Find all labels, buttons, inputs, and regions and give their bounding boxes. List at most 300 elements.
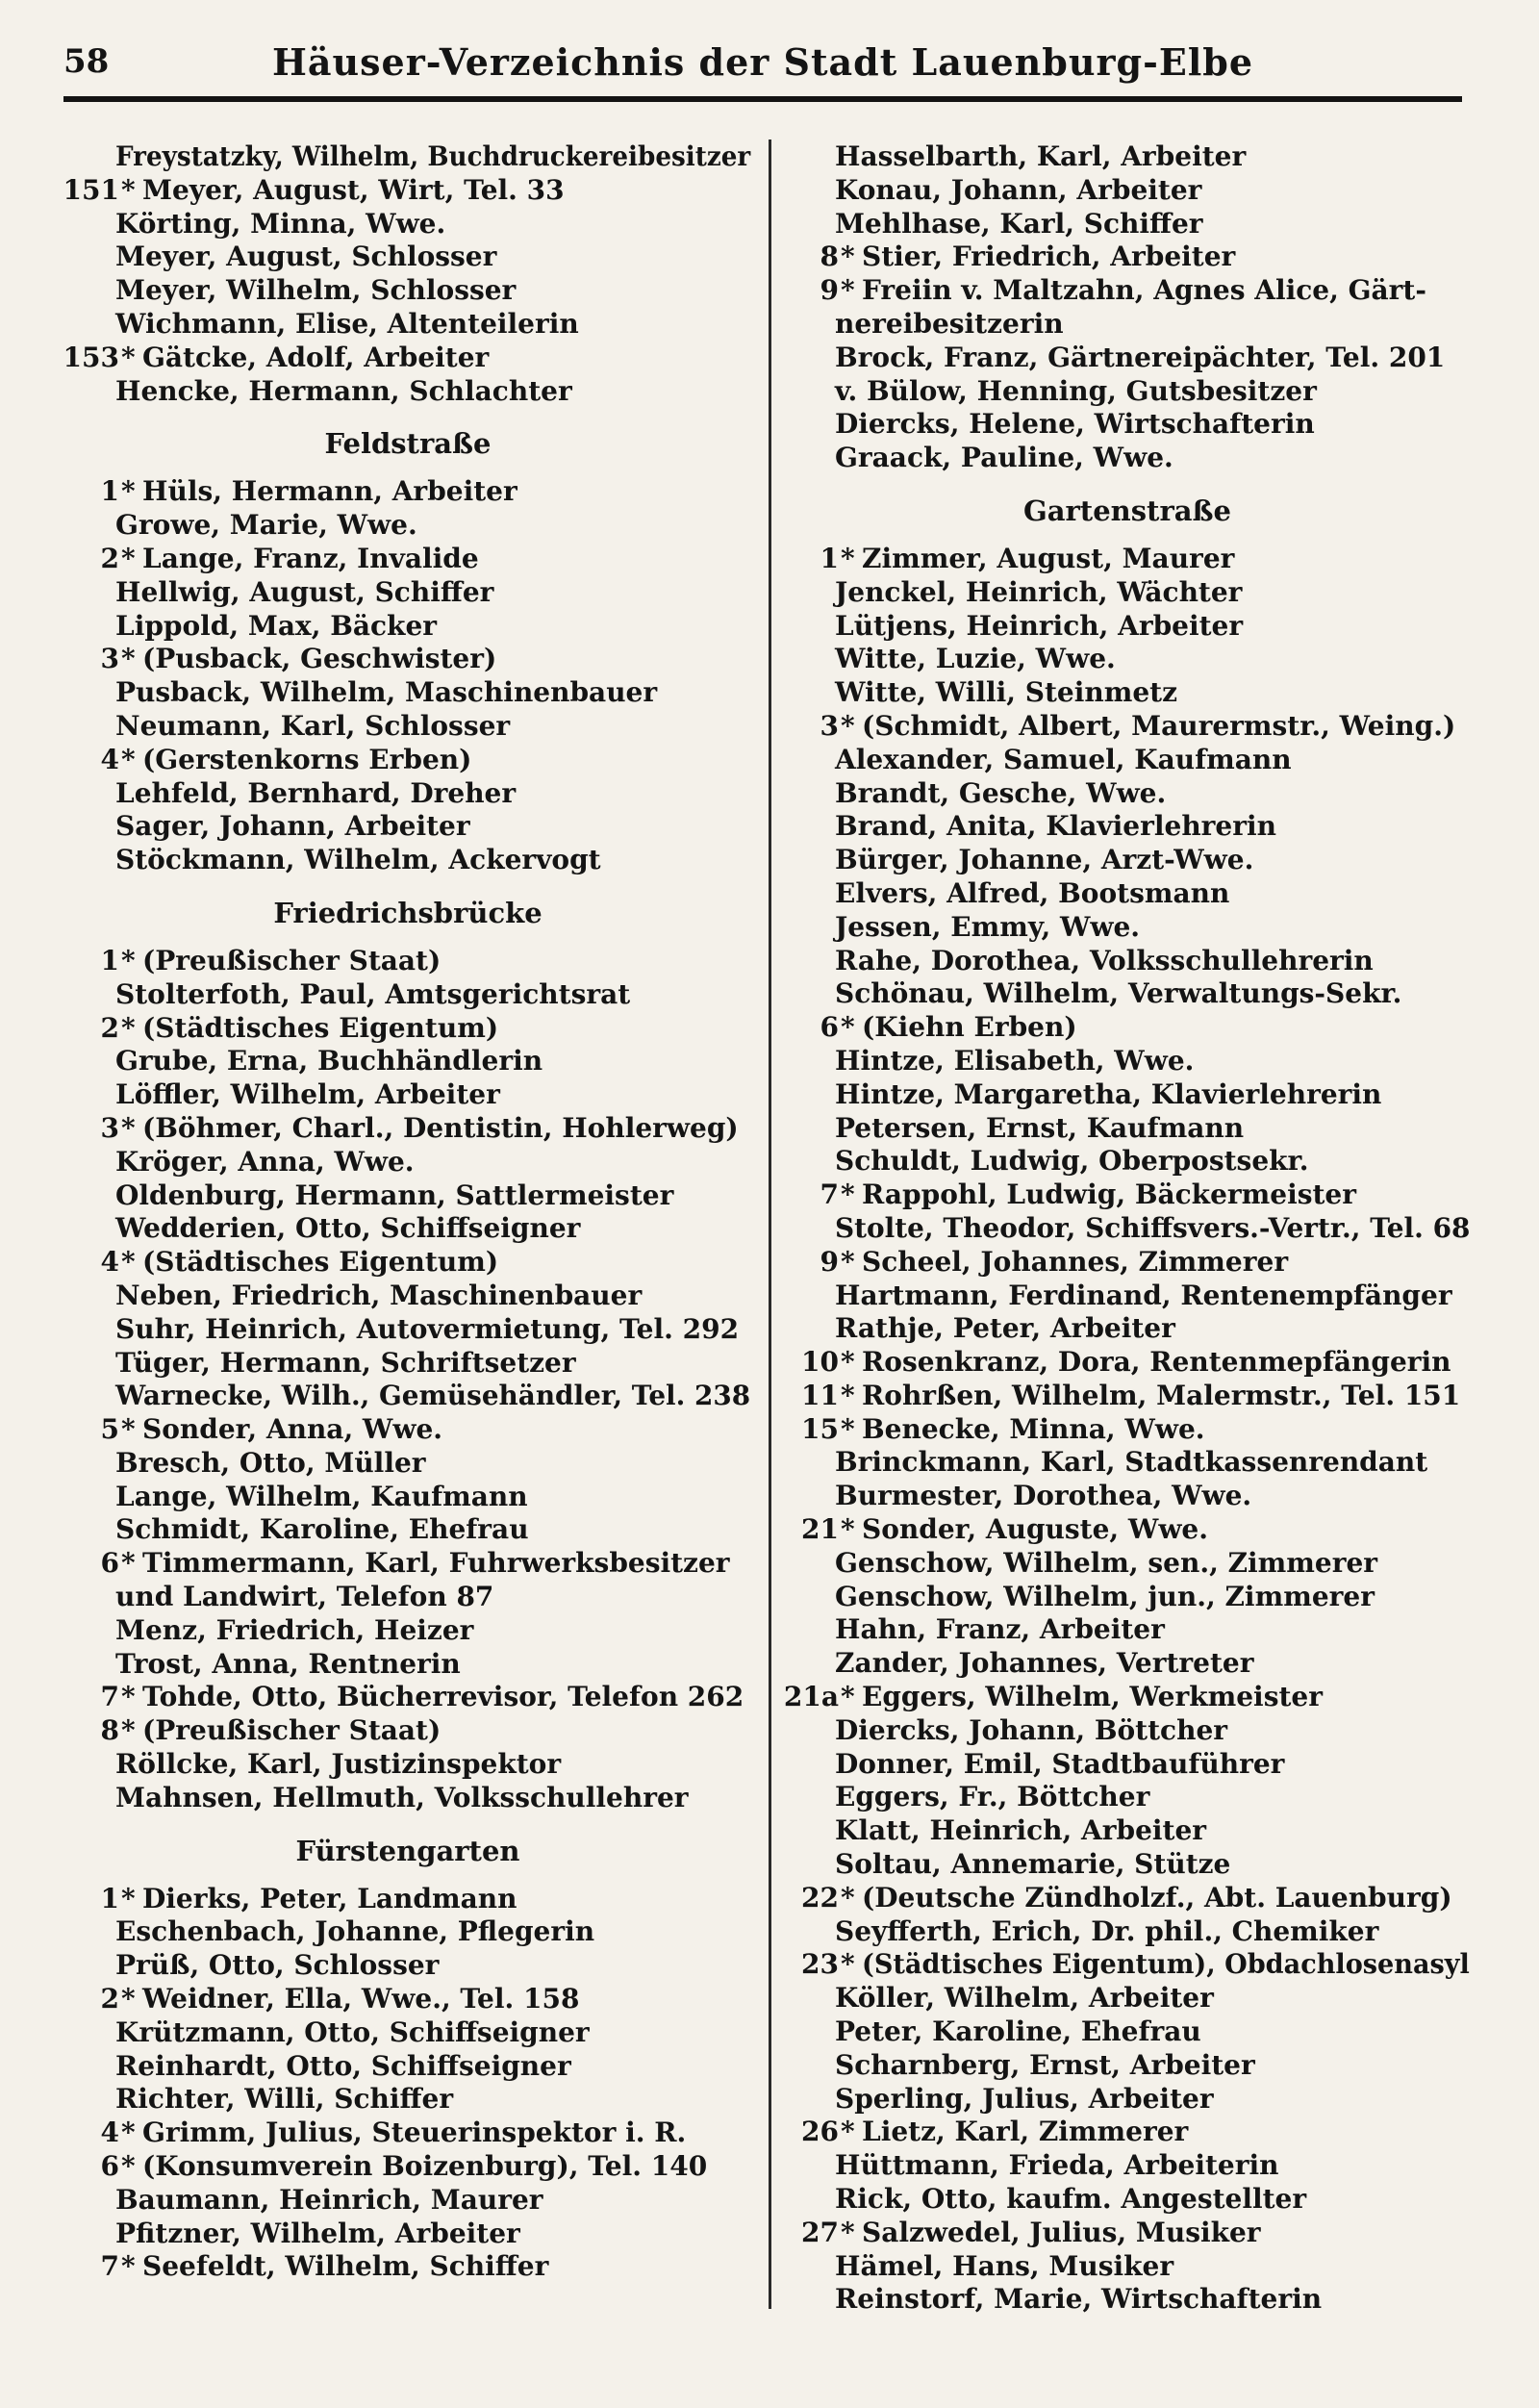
directory-entry: [781, 710, 1474, 744]
resident-text: Sonder, Anna, Wwe.: [142, 1413, 443, 1446]
house-number: 3: [100, 643, 119, 675]
resident-text: Konau, Johann, Arbeiter: [835, 173, 1202, 206]
resident-text: Stolterfoth, Paul, Amtsgerichtsrat: [115, 977, 631, 1010]
house-number: 6: [100, 1547, 119, 1580]
directory-entry: [62, 1347, 754, 1381]
directory-entry: [781, 1312, 1474, 1346]
directory-entry: [62, 174, 754, 208]
directory-entry: [62, 1179, 754, 1213]
resident-text: (Kiehn Erben): [862, 1011, 1077, 1044]
directory-entry: [781, 1380, 1474, 1413]
directory-entry: [781, 1112, 1474, 1146]
owner-asterisk-icon: *: [841, 1346, 855, 1379]
right-column: [781, 140, 1474, 2317]
owner-asterisk-icon: *: [121, 2150, 136, 2183]
owner-asterisk-icon: *: [841, 542, 855, 574]
resident-text: Bürger, Johanne, Arzt-Wwe.: [835, 844, 1254, 876]
directory-entry: [62, 576, 754, 610]
directory-entry: [781, 945, 1474, 978]
resident-text: Hahn, Franz, Arbeiter: [835, 1613, 1165, 1646]
resident-text: Mahnsen, Hellmuth, Volksschullehrer: [115, 1781, 689, 1813]
resident-text: Löffler, Wilhelm, Arbeiter: [115, 1078, 500, 1111]
resident-text: Stöckmann, Wilhelm, Ackervogt: [115, 844, 601, 876]
directory-entry: [781, 2083, 1474, 2117]
directory-entry: [62, 375, 754, 409]
resident-text: Salzwedel, Julius, Musiker: [862, 2216, 1261, 2248]
resident-text: (Städtisches Eigentum): [142, 1011, 499, 1044]
house-number: 27: [801, 2216, 839, 2248]
resident-text: Jenckel, Heinrich, Wächter: [835, 575, 1243, 608]
owner-asterisk-icon: *: [121, 2117, 136, 2149]
directory-entry: [781, 777, 1474, 811]
owner-asterisk-icon: *: [121, 1111, 136, 1144]
resident-text: Benecke, Minna, Wwe.: [862, 1412, 1205, 1445]
directory-entry: [62, 140, 754, 174]
directory-entry: [781, 375, 1474, 409]
directory-entry: [781, 2049, 1474, 2083]
directory-entry: [781, 911, 1474, 945]
resident-text: Grimm, Julius, Steuerinspektor i. R.: [142, 2117, 687, 2149]
resident-text: Suhr, Heinrich, Autovermietung, Tel. 292: [115, 1312, 740, 1345]
page-number: 58: [63, 42, 110, 81]
street-heading: Feldstraße: [324, 427, 492, 461]
directory-entry: [781, 1882, 1474, 1915]
directory-entry: [781, 1045, 1474, 1078]
owner-asterisk-icon: *: [121, 1882, 136, 1914]
column-divider: [769, 139, 771, 2309]
owner-asterisk-icon: *: [121, 944, 136, 976]
resident-text: Klatt, Heinrich, Arbeiter: [835, 1814, 1207, 1847]
resident-text: Elvers, Alfred, Bootsmann: [835, 876, 1230, 909]
resident-text: Lütjens, Heinrich, Arbeiter: [835, 609, 1244, 642]
house-number: 26: [801, 2116, 839, 2148]
house-number: 10: [801, 1346, 839, 1379]
directory-entry: [62, 1748, 754, 1782]
resident-text: Baumann, Heinrich, Maurer: [115, 2183, 543, 2216]
house-number: 153: [63, 341, 119, 373]
house-number: 8: [100, 1714, 119, 1747]
directory-entry: [781, 2015, 1474, 2049]
directory-entry: [62, 2218, 754, 2251]
directory-entry: [781, 977, 1474, 1011]
directory-entry: [781, 174, 1474, 208]
house-number: 23: [801, 1948, 839, 1981]
directory-entry: [62, 1212, 754, 1246]
directory-entry: [781, 241, 1474, 274]
resident-text: (Schmidt, Albert, Maurermstr., Weing.): [862, 709, 1456, 742]
directory-entry: [62, 1983, 754, 2016]
owner-asterisk-icon: *: [841, 1011, 855, 1044]
directory-entry: [781, 140, 1474, 174]
owner-asterisk-icon: *: [121, 1011, 136, 1044]
resident-text: (Städtisches Eigentum), Obdachlosenasyl: [862, 1948, 1470, 1981]
owner-asterisk-icon: *: [121, 1547, 136, 1580]
resident-text: Soltau, Annemarie, Stütze: [835, 1848, 1231, 1881]
resident-text: (Gerstenkorns Erben): [142, 743, 472, 775]
house-number: 1: [820, 542, 839, 574]
resident-text: Petersen, Ernst, Kaufmann: [835, 1111, 1245, 1144]
resident-text: Seyfferth, Erich, Dr. phil., Chemiker: [835, 1914, 1379, 1947]
resident-text: Wedderien, Otto, Schiffseigner: [115, 1212, 581, 1245]
resident-text: Stier, Friedrich, Arbeiter: [862, 241, 1236, 273]
resident-text: Witte, Luzie, Wwe.: [835, 643, 1116, 675]
directory-entry: [781, 643, 1474, 676]
house-number: 3: [100, 1111, 119, 1144]
resident-text: (Böhmer, Charl., Dentistin, Hohlerweg): [142, 1111, 739, 1144]
directory-entry: [62, 509, 754, 543]
directory-entry: [781, 576, 1474, 610]
resident-text: Hüls, Hermann, Arbeiter: [142, 475, 517, 508]
resident-text: Tohde, Otto, Bücherrevisor, Telefon 262: [142, 1681, 744, 1713]
resident-text: (Preußischer Staat): [142, 944, 442, 976]
resident-text: Rappohl, Ludwig, Bäckermeister: [862, 1179, 1356, 1211]
owner-asterisk-icon: *: [121, 1246, 136, 1279]
directory-entry: [781, 2283, 1474, 2317]
owner-asterisk-icon: *: [841, 274, 855, 307]
directory-entry: [62, 1714, 754, 1748]
resident-text: Genschow, Wilhelm, jun., Zimmerer: [835, 1580, 1375, 1612]
resident-text: Peter, Karoline, Ehefrau: [835, 2015, 1201, 2048]
resident-text: Freystatzky, Wilhelm, Buchdruckereibesitzer: [115, 140, 751, 172]
directory-entry: [781, 1179, 1474, 1212]
owner-asterisk-icon: *: [121, 475, 136, 508]
resident-text: Oldenburg, Hermann, Sattlermeister: [115, 1179, 674, 1211]
owner-asterisk-icon: *: [841, 2116, 855, 2148]
house-number: 2: [100, 1011, 119, 1044]
resident-text: Neumann, Karl, Schlosser: [115, 709, 511, 742]
directory-entry: [781, 1613, 1474, 1647]
resident-text: Kröger, Anna, Wwe.: [115, 1145, 415, 1178]
directory-entry: [62, 2016, 754, 2050]
resident-text: und Landwirt, Telefon 87: [115, 1581, 494, 1613]
house-number: 6: [100, 2150, 119, 2183]
resident-text: (Pusback, Geschwister): [142, 643, 497, 675]
resident-text: Timmermann, Karl, Fuhrwerksbesitzer: [142, 1547, 730, 1580]
directory-entry: [781, 1212, 1474, 1246]
owner-asterisk-icon: *: [121, 743, 136, 775]
resident-text: Seefeldt, Wilhelm, Schiffer: [142, 2250, 549, 2283]
house-number: 2: [100, 542, 119, 574]
left-column: [62, 140, 754, 2284]
resident-text: Hämel, Hans, Musiker: [835, 2249, 1174, 2282]
directory-entry: [781, 1246, 1474, 1280]
directory-entry: [781, 2250, 1474, 2284]
directory-entry: [62, 2083, 754, 2117]
owner-asterisk-icon: *: [841, 1513, 855, 1546]
resident-text: Schönau, Wilhelm, Verwaltungs-Sekr.: [835, 977, 1402, 1010]
resident-text: Dierks, Peter, Landmann: [142, 1882, 517, 1914]
resident-text: Pusback, Wilhelm, Maschinenbauer: [115, 676, 658, 709]
resident-text: Graack, Pauline, Wwe.: [835, 442, 1173, 474]
resident-text: Hasselbarth, Karl, Arbeiter: [835, 140, 1247, 172]
owner-asterisk-icon: *: [121, 1983, 136, 2015]
owner-asterisk-icon: *: [841, 1412, 855, 1445]
directory-entry: [62, 610, 754, 644]
directory-entry: [781, 442, 1474, 475]
directory-entry: [62, 710, 754, 744]
resident-text: Wichmann, Elise, Altenteilerin: [115, 307, 579, 340]
directory-entry: [781, 1714, 1474, 1748]
house-number: 1: [100, 1882, 119, 1914]
directory-entry: [62, 2117, 754, 2150]
resident-text: Eggers, Wilhelm, Werkmeister: [862, 1681, 1323, 1713]
owner-asterisk-icon: *: [841, 1681, 855, 1713]
resident-text: Tüger, Hermann, Schriftsetzer: [115, 1346, 576, 1379]
directory-entry: [62, 1280, 754, 1313]
resident-text: Körting, Minna, Wwe.: [115, 207, 446, 240]
resident-text: Warnecke, Wilh., Gemüsehändler, Tel. 238: [115, 1380, 751, 1412]
resident-text: nereibesitzerin: [835, 307, 1064, 340]
owner-asterisk-icon: *: [121, 1714, 136, 1747]
directory-entry: [781, 1581, 1474, 1614]
directory-entry: [62, 945, 754, 978]
directory-entry: [781, 1915, 1474, 1949]
owner-asterisk-icon: *: [841, 1948, 855, 1981]
owner-asterisk-icon: *: [121, 341, 136, 373]
house-number: 2: [100, 1983, 119, 2015]
directory-entry: [62, 1915, 754, 1949]
resident-text: Stolte, Theodor, Schiffsvers.-Vertr., Tel. 68: [835, 1211, 1471, 1244]
resident-text: Bresch, Otto, Müller: [115, 1446, 426, 1479]
directory-entry: [62, 844, 754, 877]
resident-text: Meyer, August, Wirt, Tel. 33: [142, 173, 565, 206]
resident-text: (Konsumverein Boizenburg), Tel. 140: [142, 2150, 708, 2183]
directory-entry: [62, 643, 754, 676]
header-rule: [63, 96, 1462, 102]
directory-entry: [62, 777, 754, 811]
owner-asterisk-icon: *: [841, 709, 855, 742]
resident-text: Hencke, Hermann, Schlachter: [115, 374, 572, 407]
running-title: Häuser-Verzeichnis der Stadt Lauenburg-Elbe: [271, 40, 1254, 84]
directory-entry: [781, 676, 1474, 710]
directory-entry: [781, 1681, 1474, 1714]
directory-entry: [781, 1446, 1474, 1480]
directory-entry: [781, 610, 1474, 644]
directory-entry: [781, 1145, 1474, 1179]
directory-entry: [62, 1614, 754, 1648]
page-header: [63, 37, 1462, 94]
directory-entry: [62, 978, 754, 1012]
resident-text: Hellwig, August, Schiffer: [115, 575, 494, 608]
resident-text: Brock, Franz, Gärtnereipächter, Tel. 201: [835, 341, 1446, 373]
resident-text: Gätcke, Adolf, Arbeiter: [142, 341, 490, 373]
directory-entry: [62, 1681, 754, 1714]
directory-entry: [62, 475, 754, 509]
directory-entry: [62, 342, 754, 375]
directory-entry: [781, 342, 1474, 375]
resident-text: Hartmann, Ferdinand, Rentenempfänger: [835, 1279, 1452, 1311]
resident-text: Eschenbach, Johanne, Pflegerin: [115, 1915, 595, 1948]
street-heading: Friedrichsbrücke: [273, 896, 542, 929]
resident-text: Zander, Johannes, Vertreter: [835, 1647, 1254, 1680]
resident-text: Jessen, Emmy, Wwe.: [835, 910, 1141, 943]
owner-asterisk-icon: *: [841, 1379, 855, 1411]
resident-text: (Deutsche Zündholzf., Abt. Lauenburg): [862, 1881, 1452, 1914]
resident-text: Röllcke, Karl, Justizinspektor: [115, 1748, 562, 1781]
directory-entry: [781, 744, 1474, 777]
directory-entry: [781, 1982, 1474, 2015]
directory-entry: [781, 2149, 1474, 2183]
street-heading: Gartenstraße: [1022, 494, 1232, 527]
owner-asterisk-icon: *: [121, 2250, 136, 2283]
directory-entry: [62, 1313, 754, 1347]
resident-text: Scharnberg, Ernst, Arbeiter: [835, 2048, 1255, 2081]
house-number: 4: [100, 743, 119, 775]
directory-entry: [62, 1012, 754, 1046]
resident-text: Hintze, Elisabeth, Wwe.: [835, 1044, 1195, 1077]
resident-text: (Preußischer Staat): [142, 1714, 442, 1747]
house-number: 9: [820, 274, 839, 307]
house-number: 5: [100, 1413, 119, 1446]
resident-text: Brand, Anita, Klavierlehrerin: [835, 810, 1276, 843]
house-number: 3: [820, 709, 839, 742]
owner-asterisk-icon: *: [121, 1413, 136, 1446]
resident-text: Reinhardt, Otto, Schiffseigner: [115, 2049, 571, 2082]
directory-entry: [62, 2250, 754, 2284]
house-number: 1: [100, 475, 119, 508]
resident-text: Grube, Erna, Buchhändlerin: [115, 1045, 543, 1077]
resident-text: Rosenkranz, Dora, Rentenmepfängerin: [862, 1346, 1451, 1379]
house-number: 7: [820, 1179, 839, 1211]
owner-asterisk-icon: *: [841, 241, 855, 273]
directory-entry: [62, 676, 754, 710]
directory-entry: [62, 1949, 754, 1983]
directory-entry: [781, 1748, 1474, 1782]
resident-text: Sperling, Julius, Arbeiter: [835, 2082, 1214, 2115]
resident-text: Neben, Friedrich, Maschinenbauer: [115, 1279, 643, 1311]
directory-entry: [781, 1513, 1474, 1547]
directory-entry: [62, 1045, 754, 1078]
directory-entry: [781, 208, 1474, 241]
resident-text: Menz, Friedrich, Heizer: [115, 1613, 474, 1646]
resident-text: Growe, Marie, Wwe.: [115, 509, 417, 542]
house-number: 4: [100, 1246, 119, 1279]
directory-entry: [62, 1481, 754, 1514]
owner-asterisk-icon: *: [121, 1681, 136, 1713]
resident-text: Prüß, Otto, Schlosser: [115, 1949, 440, 1982]
resident-text: Meyer, Wilhelm, Schlosser: [115, 274, 517, 307]
directory-entry: [62, 1078, 754, 1112]
directory-entry: [62, 744, 754, 777]
resident-text: Schmidt, Karoline, Ehefrau: [115, 1513, 529, 1546]
directory-entry: [781, 1948, 1474, 1982]
directory-entry: [781, 1011, 1474, 1045]
owner-asterisk-icon: *: [121, 173, 136, 206]
house-number: 7: [100, 2250, 119, 2283]
resident-text: Sager, Johann, Arbeiter: [115, 810, 470, 843]
resident-text: Lippold, Max, Bäcker: [115, 609, 438, 642]
resident-text: Schuldt, Ludwig, Oberpostsekr.: [835, 1145, 1309, 1178]
house-number: 11: [801, 1379, 839, 1411]
directory-entry: [781, 1480, 1474, 1513]
resident-text: Trost, Anna, Rentnerin: [115, 1647, 461, 1680]
resident-text: Diercks, Johann, Böttcher: [835, 1713, 1228, 1746]
directory-entry: [62, 1547, 754, 1581]
directory-entry: [62, 1112, 754, 1146]
resident-text: Mehlhase, Karl, Schiffer: [835, 207, 1203, 240]
resident-text: Diercks, Helene, Wirtschafterin: [835, 408, 1315, 441]
directory-entry: [781, 408, 1474, 442]
directory-entry: [781, 810, 1474, 844]
house-number: 21: [801, 1513, 839, 1546]
directory-entry: [781, 1413, 1474, 1447]
house-number: 15: [801, 1412, 839, 1445]
directory-entry: [781, 1346, 1474, 1380]
resident-text: Rohrßen, Wilhelm, Malermstr., Tel. 151: [862, 1379, 1461, 1411]
directory-entry: [62, 1883, 754, 1916]
resident-text: Brinckmann, Karl, Stadtkassenrendant: [835, 1446, 1428, 1479]
house-number: 9: [820, 1245, 839, 1278]
resident-text: Zimmer, August, Maurer: [862, 542, 1235, 574]
directory-entry: [781, 1280, 1474, 1313]
directory-entry: [62, 1447, 754, 1481]
directory-entry: [62, 1413, 754, 1447]
resident-text: Köller, Wilhelm, Arbeiter: [835, 1982, 1214, 2015]
resident-text: Burmester, Dorothea, Wwe.: [835, 1480, 1252, 1512]
resident-text: Rahe, Dorothea, Volksschullehrerin: [835, 944, 1374, 976]
directory-entry: [781, 1848, 1474, 1882]
resident-text: Pfitzner, Wilhelm, Arbeiter: [115, 2217, 520, 2249]
directory-entry: [62, 1246, 754, 1280]
directory-entry: [781, 2217, 1474, 2250]
resident-text: Scheel, Johannes, Zimmerer: [862, 1245, 1289, 1278]
directory-entry: [62, 308, 754, 342]
resident-text: Donner, Emil, Stadtbauführer: [835, 1747, 1285, 1780]
resident-text: Hüttmann, Frieda, Arbeiterin: [835, 2149, 1279, 2182]
owner-asterisk-icon: *: [121, 643, 136, 675]
directory-entry: [62, 2050, 754, 2084]
owner-asterisk-icon: *: [841, 2216, 855, 2248]
house-number: 151: [63, 173, 119, 206]
directory-entry: [62, 2184, 754, 2218]
resident-text: Weidner, Ella, Wwe., Tel. 158: [142, 1983, 580, 2015]
entry-continuation: [62, 1581, 754, 1614]
directory-entry: [62, 543, 754, 576]
resident-text: Rick, Otto, kaufm. Angestellter: [835, 2183, 1307, 2216]
resident-text: Lange, Franz, Invalide: [142, 542, 479, 574]
resident-text: Witte, Willi, Steinmetz: [835, 676, 1178, 709]
directory-entry: [781, 1547, 1474, 1581]
directory-entry: [781, 543, 1474, 576]
resident-text: (Städtisches Eigentum): [142, 1246, 499, 1279]
resident-text: Sonder, Auguste, Wwe.: [862, 1513, 1208, 1546]
entry-continuation: [781, 308, 1474, 342]
resident-text: Genschow, Wilhelm, sen., Zimmerer: [835, 1546, 1378, 1579]
directory-entry: [781, 844, 1474, 877]
resident-text: Meyer, August, Schlosser: [115, 241, 497, 273]
resident-text: v. Bülow, Henning, Gutsbesitzer: [835, 374, 1317, 407]
house-number: 21a: [783, 1681, 839, 1713]
directory-entry: [781, 1814, 1474, 1848]
resident-text: Reinstorf, Marie, Wirtschafterin: [835, 2283, 1323, 2316]
resident-text: Rathje, Peter, Arbeiter: [835, 1312, 1175, 1345]
resident-text: Brandt, Gesche, Wwe.: [835, 776, 1167, 809]
directory-entry: [62, 810, 754, 844]
house-number: 8: [820, 241, 839, 273]
resident-text: Lehfeld, Bernhard, Dreher: [115, 776, 517, 809]
resident-text: Krützmann, Otto, Schiffseigner: [115, 2015, 590, 2048]
directory-entry: [781, 1781, 1474, 1814]
directory-entry: [62, 1380, 754, 1413]
directory-entry: [62, 208, 754, 241]
owner-asterisk-icon: *: [841, 1179, 855, 1211]
house-number: 4: [100, 2117, 119, 2149]
owner-asterisk-icon: *: [841, 1881, 855, 1914]
resident-text: Eggers, Fr., Böttcher: [835, 1781, 1150, 1813]
house-number: 7: [100, 1681, 119, 1713]
directory-entry: [62, 1513, 754, 1547]
resident-text: Richter, Willi, Schiffer: [115, 2083, 454, 2116]
